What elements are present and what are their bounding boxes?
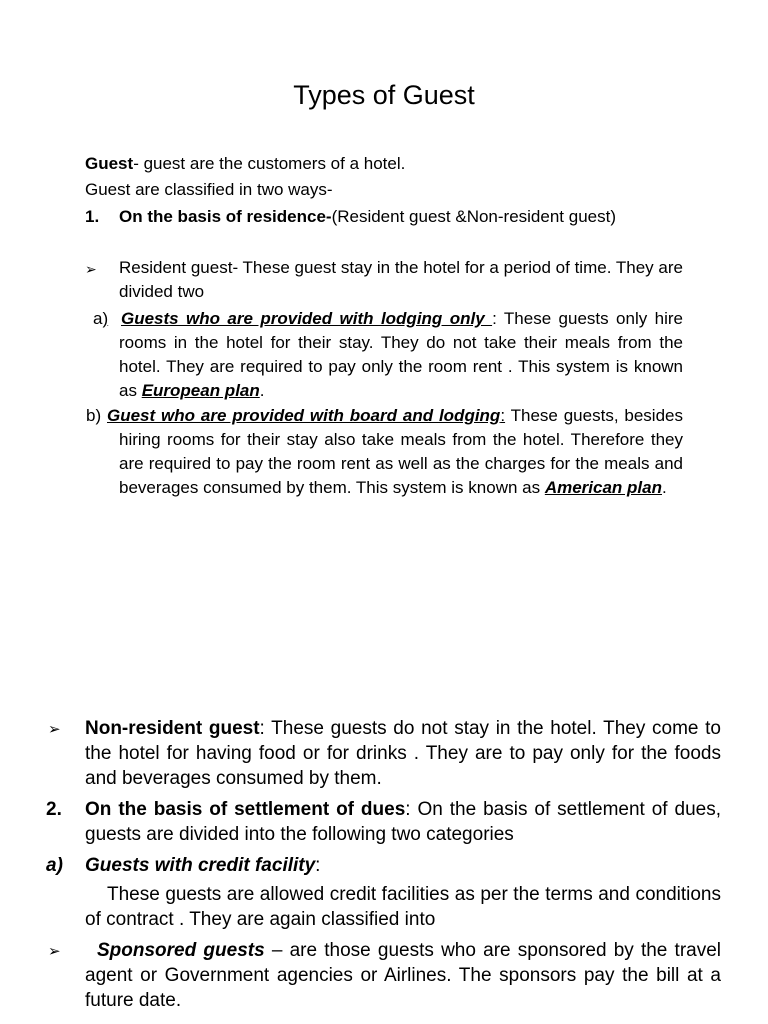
sponsored-heading: Sponsored guests (97, 940, 265, 961)
sub-a-marker (93, 307, 108, 331)
item1-number: 1. (85, 207, 100, 226)
guest-definition (85, 152, 685, 176)
credit-heading-line (85, 853, 721, 878)
sub-a-end: . (259, 381, 265, 400)
sub-b-text: These guests, besides hiring rooms for their stay also take meals from the hotel. Therefore they are required to pay the room rent as well as the charges for the meals and beverages consumed by them. This system is known as (119, 406, 683, 497)
nonresident-paragraph (85, 716, 721, 791)
sub-a-paren: ) (102, 309, 109, 328)
nonresident-text: : These guests do not stay in the hotel. They come to the hotel for having food or for drinks . They are to pay only for the foods and beverages consumed by them. (85, 718, 721, 789)
item2-paragraph (85, 797, 721, 847)
sponsored-bullet-icon: ➢ (48, 943, 61, 960)
page-title: Types of Guest (293, 80, 475, 110)
sub-b-paragraph (86, 404, 683, 500)
classified-line: Guest are classified in two ways- (85, 180, 333, 199)
item2-number: 2. (46, 799, 62, 820)
credit-marker: a) (46, 855, 63, 876)
nonresident-heading: Non-resident guest (85, 718, 260, 739)
american-plan: American plan (544, 478, 662, 497)
item2-text: : On the basis of settlement of dues, guests are divided into the following two categories (85, 799, 721, 845)
sponsored-paragraph (85, 938, 721, 1013)
credit-colon: : (315, 855, 321, 876)
guest-definition-text: - guest are the customers of a hotel. (133, 154, 406, 173)
item1-paragraph (119, 205, 683, 229)
sub-a-colon: : (492, 309, 497, 328)
item1-text: (Resident guest &Non-resident guest) (331, 207, 616, 226)
sponsored-text: – are those guests who are sponsored by the travel agent or Government agencies or Airlines. The sponsors pay the bill at a future date. (85, 940, 722, 1011)
item1-heading: On the basis of residence- (119, 207, 332, 226)
resident-paragraph: Resident guest- These guest stay in the hotel for a period of time. They are divided two (119, 258, 683, 301)
sub-b-marker: b) (86, 406, 102, 425)
resident-bullet-icon: ➢ (85, 261, 97, 277)
sub-b-heading: Guest who are provided with board and lodging (107, 406, 501, 425)
guest-term: Guest (85, 154, 134, 173)
sub-a-paragraph (119, 307, 683, 403)
item2-heading: On the basis of settlement of dues (85, 799, 406, 820)
credit-heading: Guests with credit facility (85, 855, 316, 876)
credit-paragraph: These guests are allowed credit facilities as per the terms and conditions of contract . They are again classified into (85, 884, 721, 930)
nonresident-bullet-icon: ➢ (48, 721, 61, 738)
sub-b-end: . (661, 478, 667, 497)
sub-a-letter: a (93, 309, 103, 328)
sub-a-heading: Guests who are provided with lodging only (121, 309, 493, 328)
european-plan: European plan (141, 381, 260, 400)
sub-b-colon: : (500, 406, 506, 425)
sub-a-text: These guests only hire rooms in the hotel for their stay. They do not take their meals from the hotel. They are required to pay only the room rent . This system is known as (119, 309, 683, 400)
